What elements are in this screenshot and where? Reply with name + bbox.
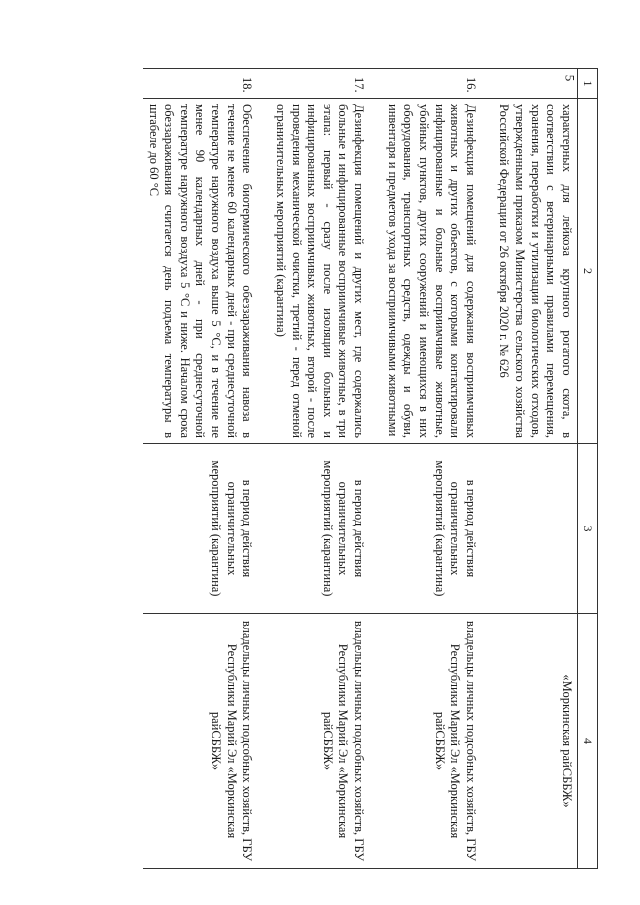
header-col-1: 1 [578, 69, 598, 99]
row-number [494, 69, 578, 99]
table-row [143, 69, 270, 869]
row-description: Дезинфекция помещений для содержания восприимчивых животных и других объектов, с которыми контактировали инфицированные и больные восприимчивые животные, убойных пунктов, других сооружений и имеющихся в них оборудования, транспортных средств, одежды и обуви, инвентаря и предметов ухода за восприимчивыми животными [382, 99, 494, 444]
row-number: 17. [270, 69, 382, 99]
row-number: 16. [382, 69, 494, 99]
table-row [494, 69, 578, 869]
header-col-3: 3 [578, 444, 598, 614]
row-executor: владельцы личных подсобных хозяйств, ГБУ Республики Марий Эл «Моркинская райСББЖ» [143, 614, 270, 869]
measures-table [143, 68, 598, 869]
document-page [78, 68, 598, 868]
row-executor: владельцы личных подсобных хозяйств, ГБУ Республики Марий Эл «Моркинская райСББЖ» [270, 614, 382, 869]
row-executor: «Моркинская райСББЖ» [494, 614, 578, 869]
table-row [270, 69, 382, 869]
row-description: Дезинфекция помещений и других мест, где содержались больные и инфицированные восприимчивые животные, в три этапа: первый - сразу после изоляции больных и инфицированных восприимчивых животных, второй - после проведения механической очистки, третий - перед отменой ограничительных мероприятий (карантина) [270, 99, 382, 444]
header-col-4: 4 [578, 614, 598, 869]
row-executor: владельцы личных подсобных хозяйств, ГБУ Республики Марий Эл «Моркинская райСББЖ» [382, 614, 494, 869]
row-period [494, 444, 578, 614]
row-period: в период действия ограничительных мероприятий (карантина) [143, 444, 270, 614]
row-period: в период действия ограничительных мероприятий (карантина) [382, 444, 494, 614]
table-header-row [578, 69, 598, 869]
row-number: 18. [143, 69, 270, 99]
page-number: 5 [561, 74, 577, 82]
row-description: Обеспечение биотермического обеззараживания навоза в течение не менее 60 календарных дней - при среднесуточной температуре наружного воздуха выше 5 °С, и в течение не менее 90 календарных дней - при среднесуточной температуре наружного воздуха 5 °С и ниже. Началом срока обеззараживания считается день подъема температуры в штабеле до 60 °С [143, 99, 270, 444]
table-row [382, 69, 494, 869]
row-description: характерных для лейкоза крупного рогатого скота, в соответствии с ветеринарными правилами перемещения, хранения, переработки и утилизации биологических отходов, утвержденными приказом Министерства сельского хозяйства Российской Федерации от 26 октября 2020 г. № 626 [494, 99, 578, 444]
header-col-2: 2 [578, 99, 598, 444]
row-period: в период действия ограничительных мероприятий (карантина) [270, 444, 382, 614]
